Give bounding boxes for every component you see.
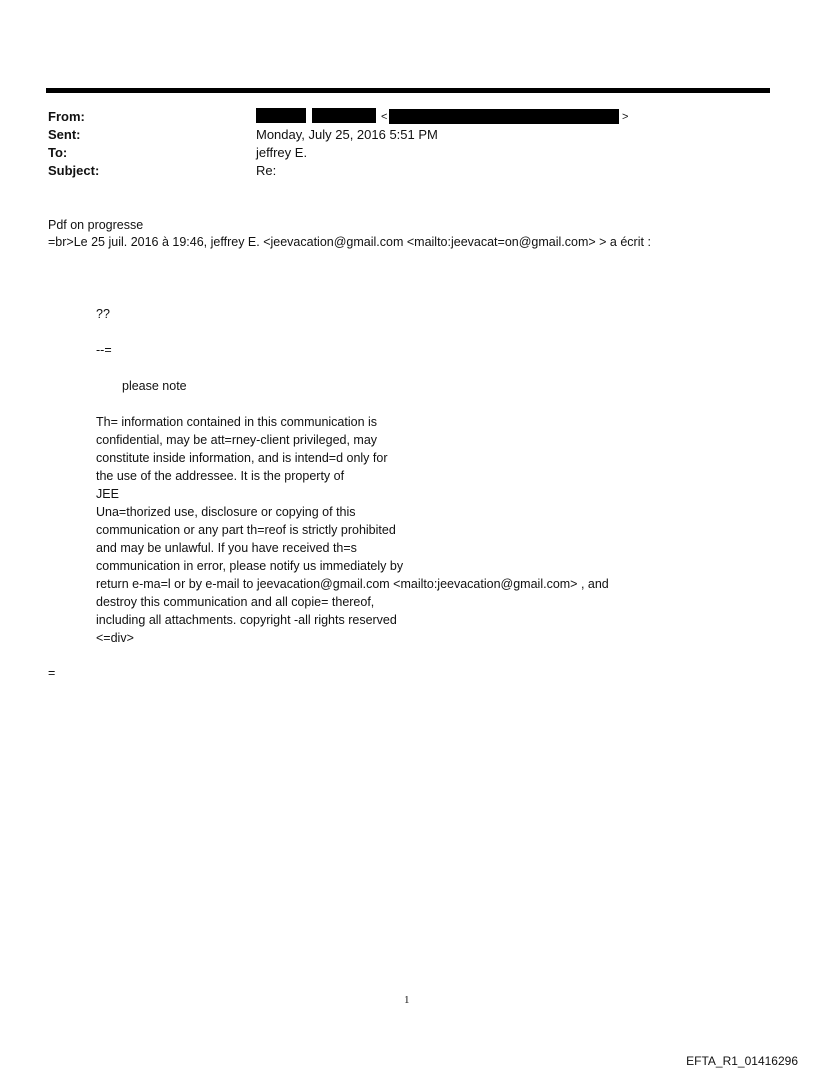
from-bracket-close: > bbox=[622, 111, 629, 123]
quote-question: ?? bbox=[96, 307, 110, 321]
subject-label: Subject: bbox=[48, 163, 100, 178]
from-bracket-open: < bbox=[381, 111, 388, 123]
disclaimer-line: confidential, may be att=rney-client privileged, may bbox=[96, 433, 378, 447]
page-number: 1 bbox=[404, 994, 410, 1006]
disclaimer-line: <=div> bbox=[96, 631, 134, 645]
bates-number: EFTA_R1_01416296 bbox=[686, 1054, 798, 1068]
disclaimer-line: the use of the addressee. It is the property of bbox=[96, 469, 345, 483]
disclaimer-line: Una=thorized use, disclosure or copying of this bbox=[96, 505, 356, 519]
from-label: From: bbox=[48, 109, 85, 124]
subject-value: Re: bbox=[256, 163, 277, 178]
disclaimer-line: communication in error, please notify us immediately by bbox=[96, 559, 404, 573]
header-rule bbox=[46, 88, 770, 93]
trailing-equals: = bbox=[48, 666, 56, 680]
sent-value: Monday, July 25, 2016 5:51 PM bbox=[256, 127, 438, 142]
body-line-2: =br>Le 25 juil. 2016 à 19:46, jeffrey E. <jeevacation@gmail.com <mailto:jeevacat=on@gmail.com> > a écrit : bbox=[48, 235, 651, 249]
from-value bbox=[256, 108, 376, 126]
disclaimer-line: including all attachments. copyright -all rights reserved bbox=[96, 613, 397, 627]
redaction-block bbox=[389, 109, 619, 124]
to-value: jeffrey E. bbox=[256, 145, 308, 160]
redaction-block bbox=[312, 108, 376, 123]
disclaimer-line: and may be unlawful. If you have received th=s bbox=[96, 541, 357, 555]
body-line-1: Pdf on progresse bbox=[48, 218, 144, 232]
redaction-block bbox=[256, 108, 306, 123]
quote-signature: --= bbox=[96, 343, 112, 357]
disclaimer-line: destroy this communication and all copie= thereof, bbox=[96, 595, 375, 609]
please-note: please note bbox=[122, 379, 187, 393]
to-label: To: bbox=[48, 145, 68, 160]
disclaimer-line: constitute inside information, and is intend=d only for bbox=[96, 451, 388, 465]
sent-label: Sent: bbox=[48, 127, 81, 142]
disclaimer-line: communication or any part th=reof is strictly prohibited bbox=[96, 523, 396, 537]
disclaimer-line: JEE bbox=[96, 487, 119, 501]
disclaimer-paragraph bbox=[96, 413, 609, 647]
disclaimer-line: return e-ma=l or by e-mail to jeevacation@gmail.com <mailto:jeevacation@gmail.com> , and bbox=[96, 577, 609, 591]
disclaimer-line: Th= information contained in this communication is bbox=[96, 415, 378, 429]
